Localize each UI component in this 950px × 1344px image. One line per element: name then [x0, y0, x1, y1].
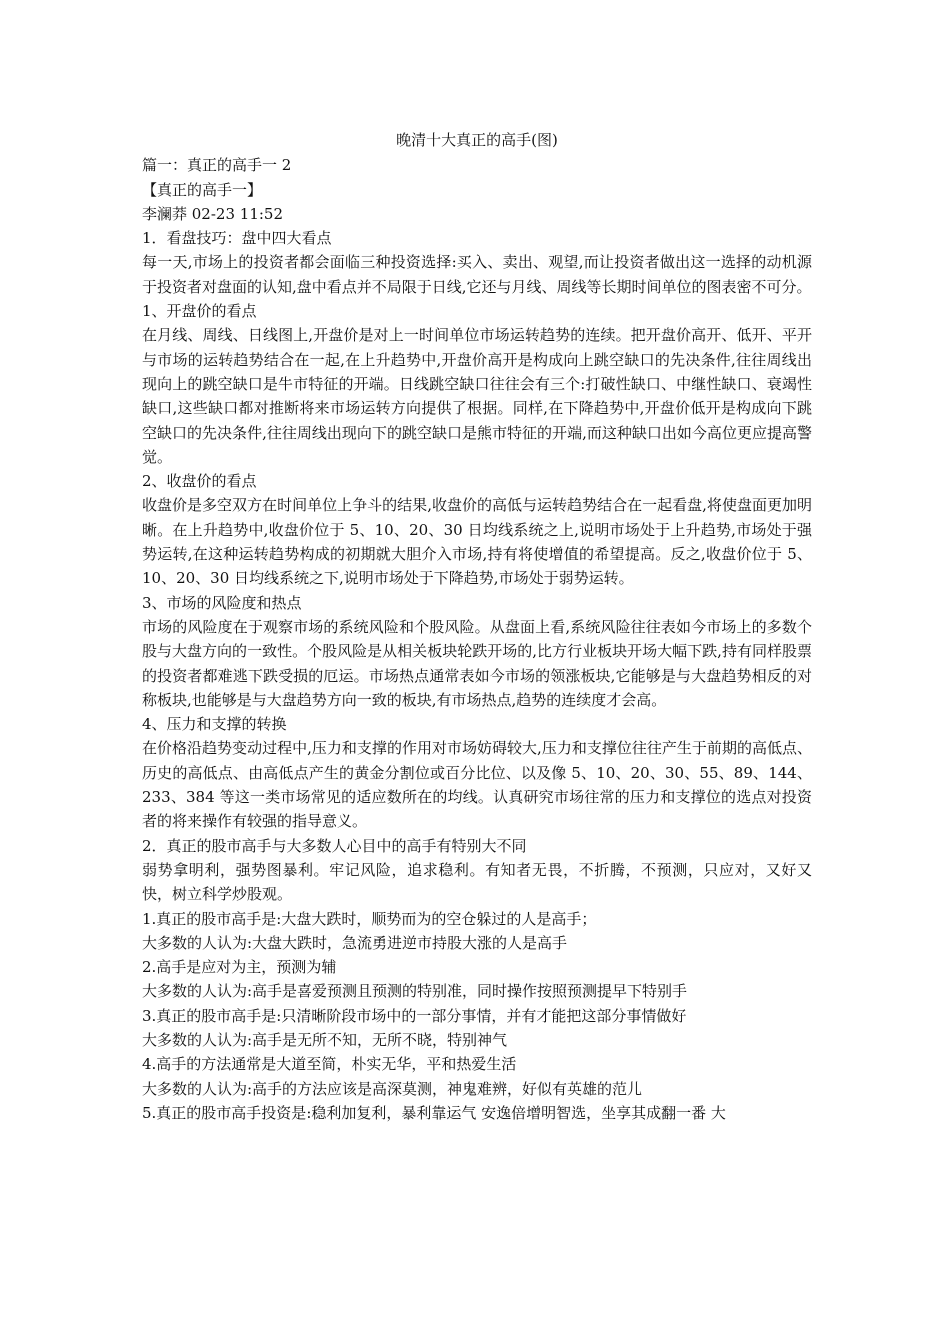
- paragraph-open-price: 在月线、周线、日线图上,开盘价是对上一时间单位市场运转趋势的连续。把开盘价高开、低开、平开与市场的运转趋势结合在一起,在上升趋势中,开盘价高开是构成向上跳空缺口的先决条件,往往周线出现向上的跳空缺口是牛市特征的开端。日线跳空缺口往往会有三个:打破性缺口、中继性缺口、衰竭性缺口,这些缺口都对推断将来市场运转方向提供了根据。同样,在下降趋势中,开盘价低开是构成向下跳空缺口的先决条件,往往周线出现向下的跳空缺口是熊市特征的开端,而这种缺口出如今高位更应提高警觉。: [142, 326, 812, 466]
- paragraph-pressure-support: 在价格沿趋势变动过程中,压力和支撑的作用对市场妨碍较大,压力和支撑位往往产生于前期的高低点、历史的高低点、由高低点产生的黄金分割位或百分比位、以及像 5、10、20、30、55、89、144、233、384 等这一类市场常见的适应数所在的均线。认真研究市场往常的压力和支撑位的选点对投资者的将来操作有较强的指导意义。: [142, 739, 812, 831]
- topic-heading-2: 2．真正的股市高手与大多数人心目中的高手有特别大不同: [142, 836, 527, 855]
- list-item-4-expert: 4.高手的方法通常是大道至简，朴实无华，平和热爱生活: [142, 1055, 517, 1074]
- list-item-1-expert: 1.真正的股市高手是:大盘大跌时，顺势而为的空仓躲过的人是高手；: [142, 909, 597, 928]
- point-heading-open-price: 1、开盘价的看点: [142, 302, 257, 321]
- list-item-5-expert: 5.真正的股市高手投资是:稳利加复利，暴利靠运气 安逸倍增明智选，坐享其成翻一番 大: [142, 1103, 726, 1122]
- point-heading-pressure-support: 4、压力和支撑的转换: [142, 715, 287, 734]
- paragraph-close-price: 收盘价是多空双方在时间单位上争斗的结果,收盘价的高低与运转趋势结合在一起看盘,将使盘面更加明晰。在上升趋势中,收盘价位于 5、10、20、30 日均线系统之上,说明市场处于上升趋势,市场处于强势运转,在这种运转趋势构成的初期就大胆介入市场,持有将使增值的希望提高。反之,收盘价位于 5、 10、20、30 日均线系统之下,说明市场处于下降趋势,市场处于弱势运转。: [142, 496, 812, 588]
- subsection-heading: 【真正的高手一】: [142, 180, 263, 199]
- topic-heading-1: 1．看盘技巧：盘中四大看点: [142, 229, 332, 248]
- list-item-2-expert: 2.高手是应对为主，预测为辅: [142, 958, 337, 977]
- paragraph-philosophy: 弱势拿明利，强势图暴利。牢记风险，追求稳利。有知者无畏，不折腾，不预测，只应对，又好又快，树立科学炒股观。: [142, 860, 812, 904]
- document-page: [142, 128, 812, 1125]
- point-heading-risk: 3、市场的风险度和热点: [142, 593, 302, 612]
- paragraph-intro: 每一天,市场上的投资者都会面临三种投资选择:买入、卖出、观望,而让投资者做出这一选择的动机源于投资者对盘面的认知,盘中看点并不局限于日线,它还与月线、周线等长期时间单位的图表密不可分。: [142, 253, 812, 296]
- paragraph-risk: 市场的风险度在于观察市场的系统风险和个股风险。从盘面上看,系统风险往往表如今市场上的多数个股与大盘方向的一致性。个股风险是从相关板块轮跌开场的,比方行业板块开场大幅下跌,持有同样股票的投资者都难逃下跌受损的厄运。市场热点通常表如今市场的领涨板块,它能够是与大盘趋势相反的对称板块,也能够是与大盘趋势方向一致的板块,有市场热点,趋势的连续度才会高。: [142, 617, 812, 709]
- list-item-3-expert: 3.真正的股市高手是:只清晰阶段市场中的一部分事情，并有才能把这部分事情做好: [142, 1006, 687, 1025]
- point-heading-close-price: 2、收盘价的看点: [142, 472, 257, 491]
- author-timestamp: 李澜莽 02-23 11:52: [142, 204, 284, 223]
- list-item-3-majority: 大多数的人认为:高手是无所不知，无所不晓，特别神气: [142, 1030, 508, 1049]
- list-item-4-majority: 大多数的人认为:高手的方法应该是高深莫测，神鬼难辨，好似有英雄的范儿: [142, 1079, 643, 1098]
- list-item-2-majority: 大多数的人认为:高手是喜爱预测且预测的特别准，同时操作按照预测提早下特别手: [142, 982, 688, 1001]
- section-heading: 篇一：真正的高手一 2: [142, 156, 292, 175]
- document-title: 晚清十大真正的高手(图): [396, 131, 558, 149]
- list-item-1-majority: 大多数的人认为:大盘大跌时，急流勇进逆市持股大涨的人是高手: [142, 933, 568, 952]
